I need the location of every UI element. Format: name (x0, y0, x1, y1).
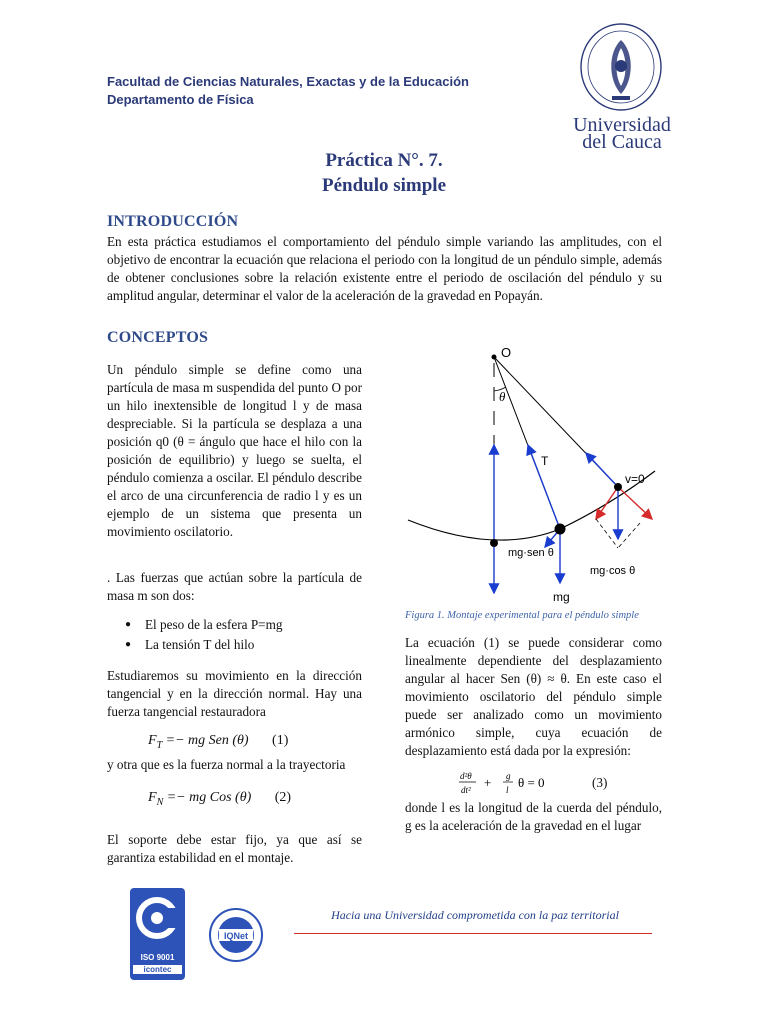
eq1-symbol: F (148, 733, 157, 748)
concepts-paragraph-5: El soporte debe estar fijo, ya que así se garantiza estabilidad en el montaje. (107, 832, 362, 865)
pendulum-figure (400, 343, 668, 605)
right-paragraph-2: donde l es la longitud de la cuerda del péndulo, g es la aceleración de la gravedad en el lugar (405, 800, 662, 833)
eq2-rhs: =− mg Cos (θ) (166, 790, 252, 805)
intro-text: En esta práctica estudiamos el comportamiento del péndulo simple variando las amplitudes, con el objetivo de encontrar la ecuación que relaciona el periodo con la longitud de un péndulo simple, además de obtener conclusiones sobre la relación existente entre el periodo de oscilación del péndulo y su amplitud angular, determinar el valor de la aceleración de la gravedad en Popayán. (107, 234, 662, 303)
concepts-heading: CONCEPTOS (107, 329, 209, 346)
label-mg-cos: mg·cos θ (590, 565, 636, 577)
mass-equilibrium (490, 539, 498, 547)
intro-heading: INTRODUCCIÓN (107, 213, 239, 230)
svg-text:dt²: dt² (461, 785, 471, 795)
svg-text:l: l (506, 785, 509, 795)
iso-label: ISO 9001 (140, 953, 175, 962)
right-paragraph-1: La ecuación (1) se puede considerar como linealmente dependiente del desplazamiento angular al hacer Sen (θ) ≈ θ. En este caso el movimiento oscilatorio del péndulo simple puede ser analizado como un movimiento armónico simple, cuya ecuación de desplazamiento está dada por la expresión: (405, 635, 662, 758)
svg-text:+: + (484, 775, 492, 790)
label-T: T (541, 454, 549, 468)
concepts-paragraph-3: Estudiaremos su movimiento en la dirección tangencial y en la dirección normal. Hay una fuerza tangencial restauradora (107, 668, 362, 719)
figure-caption: Figura 1. Montaje experimental para el péndulo simple (405, 610, 639, 621)
eq2-subscript: N (156, 796, 164, 808)
mass-displaced (555, 524, 566, 535)
footer-divider (294, 933, 652, 934)
concepts-paragraph-4: y otra que es la fuerza normal a la trayectoria (107, 757, 346, 772)
eq2-symbol: F (148, 790, 157, 805)
university-name-line2: del Cauca (582, 134, 662, 148)
label-theta: θ (499, 389, 506, 404)
eq2-number: (2) (274, 790, 292, 805)
footer-motto: Hacia una Universidad comprometida con la paz territorial (331, 908, 619, 922)
iqnet-logo (209, 908, 263, 962)
iqnet-label: IQNet (223, 931, 249, 941)
university-seal-logo (578, 22, 664, 112)
faculty-name: Facultad de Ciencias Naturales, Exactas y de la Educación (107, 74, 469, 89)
eq1-subscript: T (156, 739, 163, 751)
mass-extreme (614, 483, 622, 491)
label-O: O (501, 345, 512, 360)
label-v0: v=0 (625, 472, 645, 486)
eq3-number: (3) (592, 775, 608, 790)
iso-certification-logo (130, 888, 185, 980)
practice-title: Péndulo simple (321, 175, 447, 196)
concepts-paragraph-1: Un péndulo simple se define como una partícula de masa m suspendida del punto O por un hilo inextensible de longitud l y de masa despreciable. Si la partícula se desplaza a una posición q0 (θ = ángulo que hace el hilo con la posición de equilibrio) y luego se suelta, el péndulo comienza a oscilar. El péndulo describe el arco de una circunferencia de radio l y es un ejemplo de un sistema que presenta un movimiento oscilatorio. (107, 362, 362, 539)
svg-text:θ = 0: θ = 0 (518, 775, 545, 790)
svg-text:g: g (506, 771, 511, 781)
bullet-dot: ● (125, 639, 132, 650)
bullet-tension: La tensión T del hilo (145, 637, 255, 652)
equation-2 (148, 790, 291, 808)
eq1-rhs: =− mg Sen (θ) (165, 733, 249, 748)
eq1-number: (1) (272, 733, 289, 748)
bullet-weight: El peso de la esfera P=mg (145, 617, 283, 632)
label-mg-sen: mg·sen θ (508, 547, 554, 559)
practice-number: Práctica N°. 7. (325, 150, 443, 171)
bullet-dot: ● (125, 619, 132, 630)
concepts-paragraph-2: . Las fuerzas que actúan sobre la partícula de masa m son dos: (107, 570, 362, 603)
equation-3 (458, 769, 658, 797)
icontec-label: icontec (133, 965, 182, 974)
equation-1 (148, 733, 288, 751)
department-name: Departamento de Física (107, 92, 254, 107)
svg-text:d²θ: d²θ (460, 771, 472, 781)
label-mg: mg (553, 590, 570, 604)
university-name-line1: Universidad (573, 114, 671, 136)
